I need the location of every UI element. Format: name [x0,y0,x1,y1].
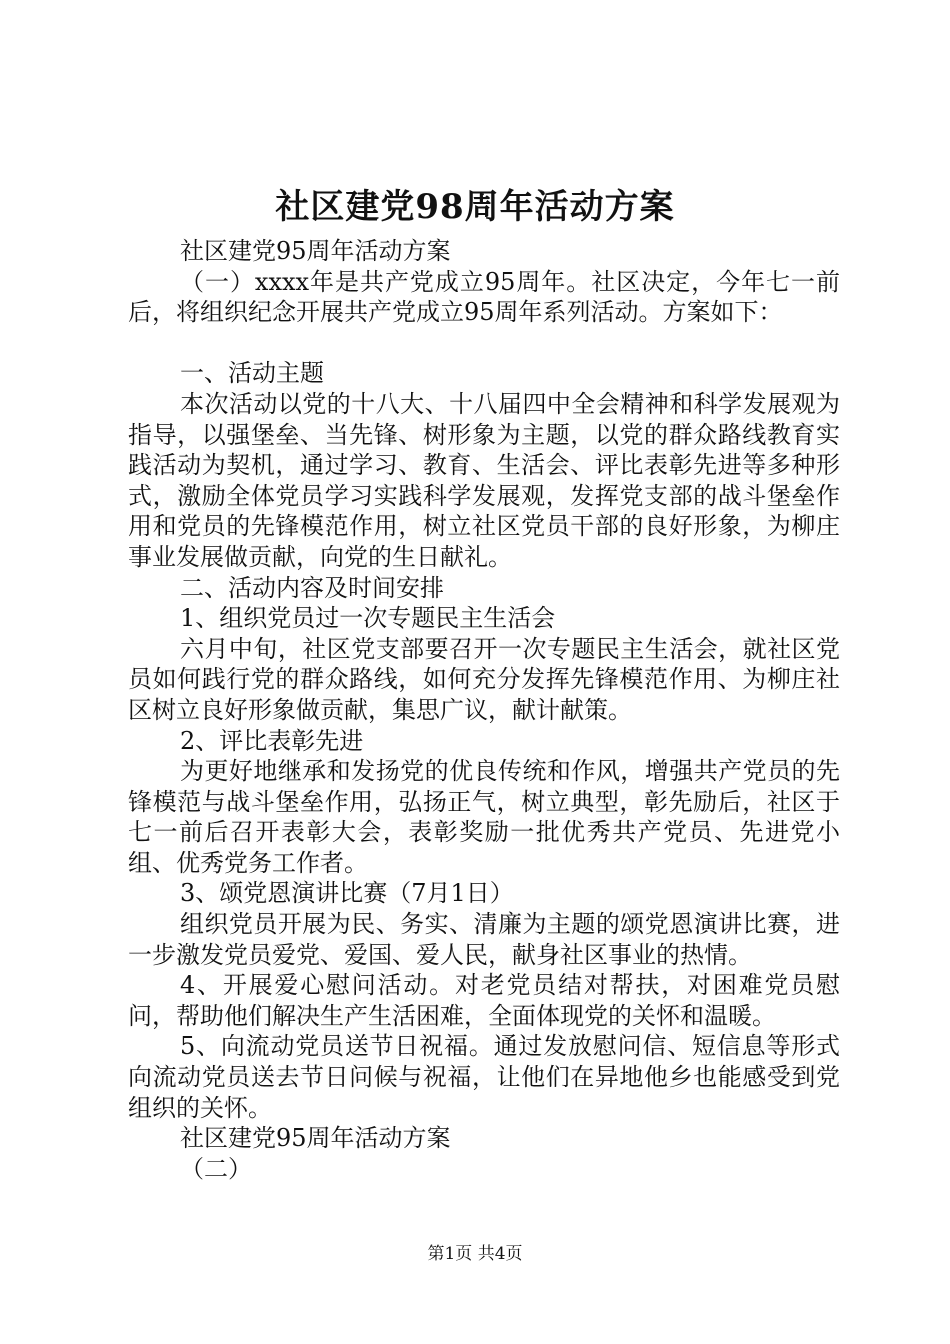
page-number-footer: 第1页 共4页 [427,1244,523,1264]
section-heading: 一、活动主题 [180,359,324,388]
blank-line [128,328,840,359]
document-body [128,236,840,1184]
paragraph: 为更好地继承和发扬党的优良传统和作风，增强共产党员的先锋模范与战斗堡垒作用，弘扬正气，树立典型，彰先励后，社区于七一前后召开表彰大会，表彰奖励一批优秀共产党员、先进党小组、优秀党务工作者。 [128,757,840,877]
document-title: 社区建党98周年活动方案 [275,187,675,227]
paragraph: 六月中旬，社区党支部要召开一次专题民主生活会，就社区党员如何践行党的群众路线，如何充分发挥先锋模范作用、为柳庄社区树立良好形象做贡献，集思广议，献计献策。 [128,634,840,724]
paragraph: （二） [180,1154,252,1183]
paragraph: 本次活动以党的十八大、十八届四中全会精神和科学发展观为指导，以强堡垒、当先锋、树形象为主题，以党的群众路线教育实践活动为契机，通过学习、教育、生活会、评比表彰先进等多种形式，激励全体党员学习实践科学发展观，发挥党支部的战斗堡垒作用和党员的先锋模范作用，树立社区党员干部的良好形象，为柳庄事业发展做贡献，向党的生日献礼。 [128,389,840,571]
paragraph: 社区建党95周年活动方案 [180,237,451,265]
paragraph: 5、向流动党员送节日祝福。通过发放慰问信、短信息等形式向流动党员送去节日问候与祝福，让他们在异地他乡也能感受到党组织的关怀。 [128,1032,840,1122]
section-heading: 二、活动内容及时间安排 [180,573,444,602]
item-heading: 3、颂党恩演讲比赛（7月1日） [180,879,514,908]
paragraph: 组织党员开展为民、务实、清廉为主题的颂党恩演讲比赛，进一步激发党员爱党、爱国、爱人民，献身社区事业的热情。 [128,910,840,969]
item-heading: 2、评比表彰先进 [180,726,364,755]
item-heading: 1、组织党员过一次专题民主生活会 [180,604,556,633]
paragraph: 社区建党95周年活动方案 [180,1124,451,1153]
paragraph: （一）xxxx年是共产党成立95周年。社区决定，今年七一前后，将组织纪念开展共产党成立95周年系列活动。方案如下： [128,267,840,327]
paragraph: 4、开展爱心慰问活动。对老党员结对帮扶，对困难党员慰问，帮助他们解决生产生活困难，全面体现党的关怀和温暖。 [128,971,840,1030]
